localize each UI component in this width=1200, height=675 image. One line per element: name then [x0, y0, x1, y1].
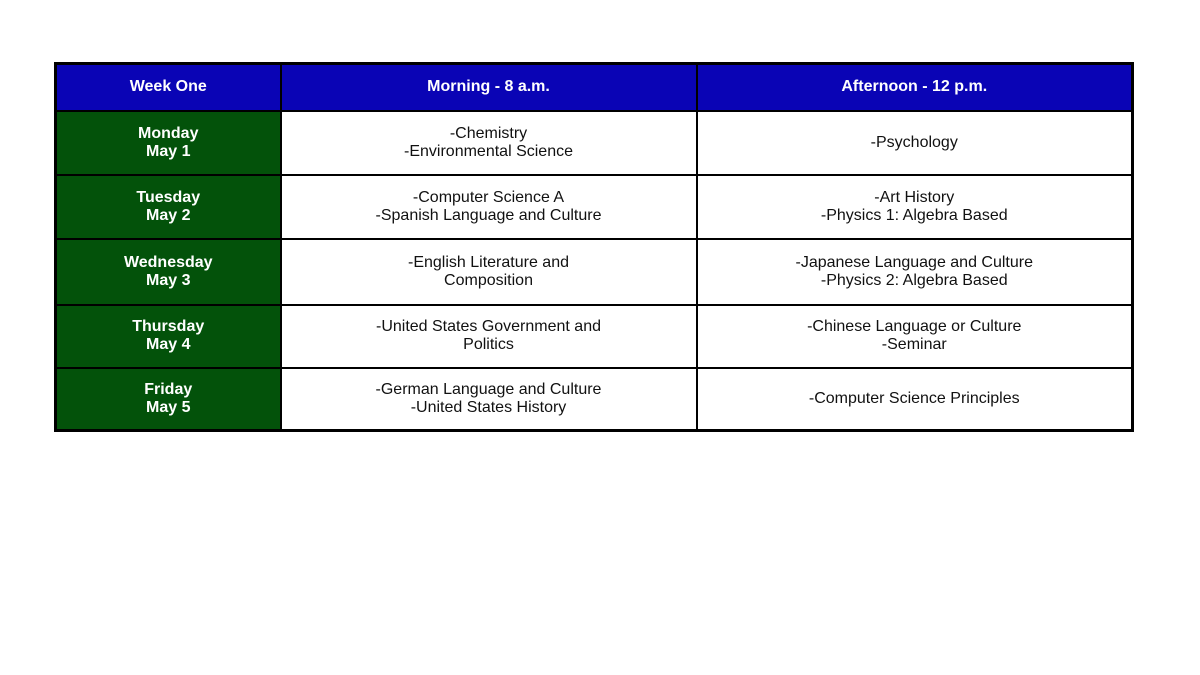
course-item: -German Language and Culture	[375, 380, 602, 398]
table-row	[56, 239, 1133, 305]
day-date: May 2	[146, 206, 191, 224]
afternoon-cell	[697, 368, 1133, 431]
morning-cell	[281, 175, 697, 239]
afternoon-cell	[697, 111, 1133, 175]
header-week: Week One	[56, 64, 281, 111]
day-date: May 5	[146, 398, 191, 416]
course-item: -United States History	[410, 398, 567, 416]
day-cell	[56, 239, 281, 305]
table-row	[56, 111, 1133, 175]
morning-cell	[281, 111, 697, 175]
course-item: -Art History	[874, 188, 955, 206]
header-afternoon: Afternoon - 12 p.m.	[697, 64, 1133, 111]
course-item: -Chemistry	[449, 124, 528, 142]
table-row	[56, 175, 1133, 239]
header-row	[56, 64, 1133, 111]
course-item: -Physics 1: Algebra Based	[820, 206, 1008, 224]
day-cell	[56, 305, 281, 368]
course-item: -Computer Science A	[412, 188, 565, 206]
day-date: May 3	[146, 271, 191, 289]
course-item: -Japanese Language and Culture	[795, 253, 1033, 271]
course-item: Politics	[463, 336, 514, 353]
course-item: -Spanish Language and Culture	[375, 206, 602, 224]
day-name: Monday	[138, 124, 199, 142]
course-item: -English Literature and	[408, 253, 569, 271]
day-cell	[56, 368, 281, 431]
table-row	[56, 368, 1133, 431]
course-item: -Psychology	[870, 133, 958, 151]
table-row	[56, 305, 1133, 368]
course-item: -Seminar	[881, 336, 947, 353]
morning-cell	[281, 239, 697, 305]
day-name: Friday	[144, 380, 193, 398]
afternoon-cell	[697, 239, 1133, 305]
day-cell	[56, 111, 281, 175]
exam-schedule-table	[54, 62, 1134, 432]
day-name: Tuesday	[136, 188, 201, 206]
day-date: May 1	[146, 142, 191, 160]
day-cell	[56, 175, 281, 239]
morning-cell	[281, 305, 697, 368]
afternoon-cell	[697, 305, 1133, 368]
day-name: Wednesday	[123, 253, 213, 271]
course-item: -Environmental Science	[404, 142, 573, 160]
course-item: -Chinese Language or Culture	[807, 318, 1022, 335]
header-morning: Morning - 8 a.m.	[281, 64, 697, 111]
day-name: Thursday	[132, 318, 205, 335]
course-item: -Physics 2: Algebra Based	[820, 271, 1008, 289]
course-item: -Computer Science Principles	[808, 389, 1020, 407]
afternoon-cell	[697, 175, 1133, 239]
morning-cell	[281, 368, 697, 431]
course-item: Composition	[444, 271, 533, 289]
course-item: -United States Government and	[375, 318, 601, 335]
day-date: May 4	[146, 336, 191, 353]
